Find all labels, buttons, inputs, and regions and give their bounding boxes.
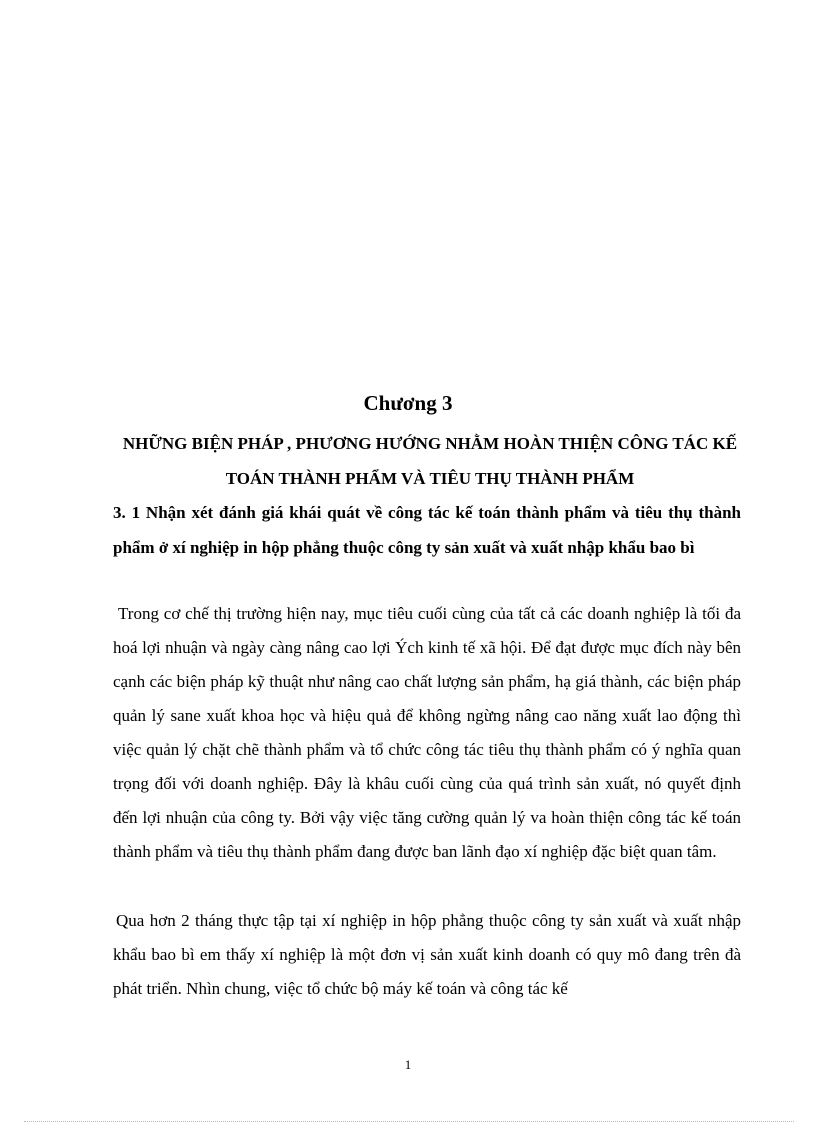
page-number: 1 — [404, 1057, 412, 1072]
body-paragraph: Trong cơ chế thị trường hiện nay, mục tiêu cuối cùng của tất cả các doanh nghiệp là tối đa hoá lợi nhuận và ngày càng nâng cao lợi Ých kinh tế xã hội. Để đạt được mục đích này bên cạnh các biện pháp kỹ thuật như nâng cao chất lượng sản phẩm, hạ giá thành, các biện pháp quản lý sane xuất khoa học và hiệu quả để không ngừng nâng cao năng xuất lao động thì việc quản lý chặt chẽ thành phẩm và tổ chức công tác tiêu thụ thành phẩm có ý nghĩa quan trọng đối với doanh nghiệp. Đây là khâu cuối cùng của quá trình sản xuất, nó quyết định đến lợi nhuận của công ty. Bởi vậy việc tăng cường quản lý va hoàn thiện công tác kế toán thành phẩm và tiêu thụ thành phẩm đang được ban lãnh đạo xí nghiệp đặc biệt quan tâm. — [113, 604, 741, 861]
chapter-heading: NHỮNG BIỆN PHÁP , PHƯƠNG HƯỚNG NHẰM HOÀN THIỆN CÔNG TÁC KẾ TOÁN THÀNH PHẨM VÀ TIÊU THỤ THÀNH PHẨM — [122, 434, 738, 488]
body-paragraph: Qua hơn 2 tháng thực tập tại xí nghiệp in hộp phẳng thuộc công ty sản xuất và xuất nhập khẩu bao bì em thấy xí nghiệp là một đơn vị sản xuất kinh doanh có quy mô đang trên đà phát triển. Nhìn chung, việc tổ chức bộ máy kế toán và công tác kế — [113, 911, 741, 998]
page-bottom-divider — [24, 1121, 794, 1122]
chapter-title: Chương 3 — [363, 391, 453, 415]
section-heading: 3. 1 Nhận xét đánh giá khái quát về công tác kế toán thành phẩm và tiêu thụ thành phẩm ở xí nghiệp in hộp phẳng thuộc công ty sản xuất và xuất nhập khẩu bao bì — [113, 503, 741, 557]
